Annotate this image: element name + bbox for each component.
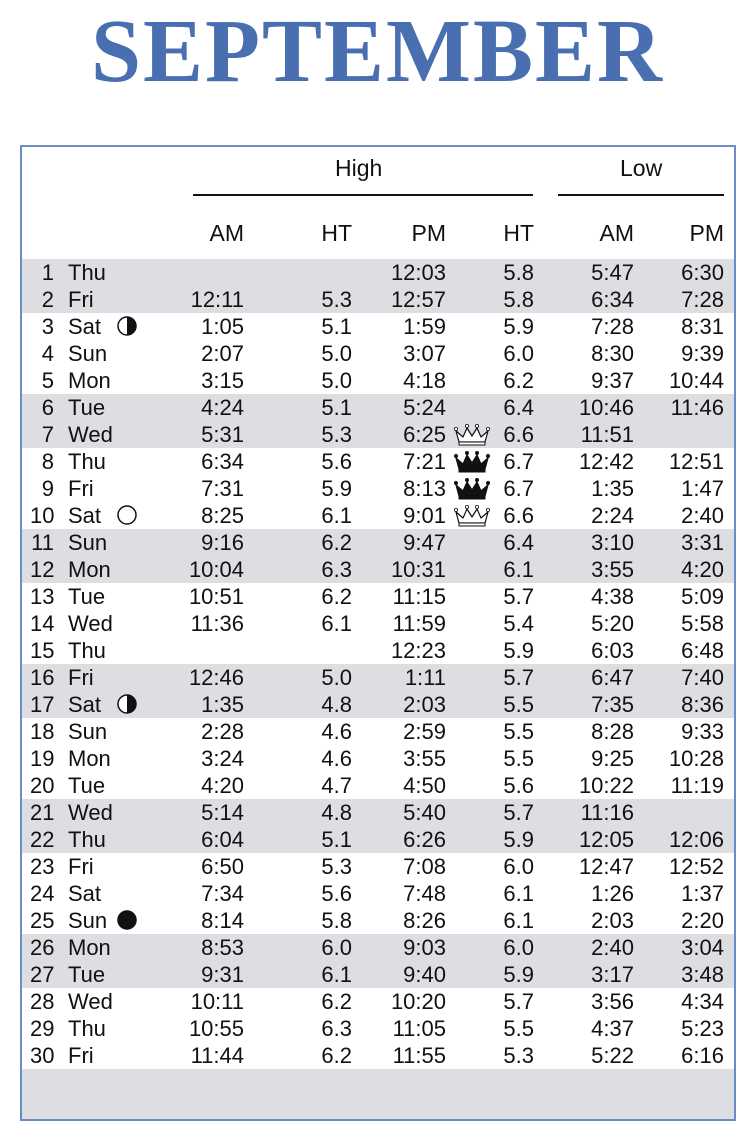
high-am-height: 4.7	[321, 773, 352, 798]
high-pm-column-header: PM	[411, 220, 446, 246]
new-moon-icon	[117, 910, 137, 930]
high-am-time: 10:04	[188, 557, 244, 582]
low-pm-time: 8:31	[681, 314, 724, 339]
table-row	[22, 637, 734, 664]
high-am-time: 7:31	[201, 476, 244, 501]
low-am-time: 3:56	[591, 989, 634, 1014]
low-group-header: Low	[620, 155, 663, 181]
high-pm-time: 10:31	[390, 557, 446, 582]
table-row	[22, 529, 734, 556]
high-am-height: 5.9	[321, 476, 352, 501]
low-pm-time	[652, 799, 724, 826]
day-number: 26	[30, 935, 55, 960]
filled-crown-icon	[452, 450, 492, 474]
table-row	[22, 907, 734, 934]
high-pm-time: 2:03	[403, 692, 446, 717]
table-row	[22, 313, 734, 340]
day-number: 24	[30, 881, 55, 906]
high-pm-time: 9:47	[403, 530, 446, 555]
high-pm-height: 5.5	[503, 719, 534, 744]
high-pm-height: 5.6	[503, 773, 534, 798]
low-am-time: 3:55	[591, 557, 634, 582]
low-am-time: 11:16	[580, 800, 634, 825]
day-of-week: Tue	[68, 395, 106, 420]
high-am-time: 4:24	[201, 395, 244, 420]
low-pm-time: 6:30	[681, 260, 724, 285]
high-pm-ht-column-header: HT	[503, 220, 534, 246]
page-title: SEPTEMBER	[90, 2, 665, 101]
high-pm-height: 5.7	[503, 800, 534, 825]
table-row	[22, 961, 734, 988]
high-am-height: 5.0	[321, 341, 352, 366]
table-row	[22, 259, 734, 286]
high-pm-height: 5.7	[503, 989, 534, 1014]
low-pm-time: 11:46	[670, 395, 724, 420]
high-pm-height: 5.9	[503, 827, 534, 852]
high-pm-time: 12:23	[390, 638, 446, 663]
high-pm-height: 5.5	[503, 692, 534, 717]
low-pm-time: 6:16	[681, 1043, 724, 1068]
full-moon-icon	[117, 505, 137, 525]
day-of-week: Sat	[68, 503, 102, 528]
high-am-height: 5.0	[321, 665, 352, 690]
day-of-week: Fri	[68, 1043, 94, 1068]
high-pm-time: 12:57	[390, 287, 446, 312]
day-of-week: Sun	[68, 341, 108, 366]
high-pm-height: 5.5	[503, 1016, 534, 1041]
low-pm-time: 12:06	[668, 827, 724, 852]
high-am-height	[292, 259, 352, 286]
high-am-time: 3:15	[201, 368, 244, 393]
day-of-week: Tue	[68, 962, 106, 987]
low-am-time: 8:28	[591, 719, 634, 744]
day-of-week: Sat	[68, 692, 102, 717]
high-pm-time: 4:18	[403, 368, 446, 393]
low-am-time: 11:51	[580, 422, 634, 447]
high-am-ht-column-header: HT	[321, 220, 352, 246]
day-of-week: Sat	[68, 314, 102, 339]
high-pm-height: 5.9	[503, 638, 534, 663]
high-pm-height: 6.4	[503, 530, 534, 555]
high-am-time: 9:31	[201, 962, 244, 987]
day-number: 12	[30, 557, 55, 582]
high-pm-time: 1:59	[403, 314, 446, 339]
low-am-time: 5:47	[591, 260, 634, 285]
table-row	[22, 718, 734, 745]
table-row	[22, 772, 734, 799]
high-am-height: 5.0	[321, 368, 352, 393]
day-of-week: Mon	[68, 368, 111, 393]
low-group-rule	[558, 194, 724, 196]
low-am-time: 1:35	[591, 476, 634, 501]
high-am-time: 5:14	[201, 800, 244, 825]
high-am-time: 10:51	[188, 584, 244, 609]
day-of-week: Tue	[68, 584, 106, 609]
table-row	[22, 826, 734, 853]
low-pm-time: 4:34	[681, 989, 724, 1014]
high-am-height: 6.2	[321, 1043, 352, 1068]
low-am-time: 8:30	[591, 341, 634, 366]
table-row	[22, 1042, 734, 1069]
day-number: 21	[30, 800, 55, 825]
high-am-time: 4:20	[201, 773, 244, 798]
high-pm-time: 7:48	[403, 881, 446, 906]
high-pm-height: 6.1	[503, 557, 534, 582]
day-of-week: Thu	[68, 638, 106, 663]
day-number: 27	[30, 962, 55, 987]
low-am-time: 5:22	[591, 1043, 634, 1068]
day-number: 18	[30, 719, 55, 744]
low-pm-time: 3:31	[681, 530, 724, 555]
low-am-time: 4:38	[591, 584, 634, 609]
low-pm-time	[652, 421, 724, 448]
low-am-time: 3:10	[591, 530, 634, 555]
high-pm-height: 5.9	[503, 314, 534, 339]
day-of-week: Fri	[68, 665, 94, 690]
high-am-time: 7:34	[201, 881, 244, 906]
high-pm-time: 9:40	[403, 962, 446, 987]
high-am-time: 8:25	[201, 503, 244, 528]
low-am-time: 6:47	[591, 665, 634, 690]
day-number: 25	[30, 908, 55, 933]
high-pm-time: 2:59	[403, 719, 446, 744]
low-am-time: 4:37	[591, 1016, 634, 1041]
tide-table	[20, 145, 736, 1121]
high-pm-height: 6.1	[503, 881, 534, 906]
high-am-height: 5.3	[321, 287, 352, 312]
table-row	[22, 448, 734, 475]
table-row	[22, 988, 734, 1015]
day-of-week: Wed	[68, 611, 113, 636]
low-pm-time: 10:44	[668, 368, 724, 393]
day-number: 29	[30, 1016, 55, 1041]
day-of-week: Tue	[68, 773, 106, 798]
table-row	[22, 691, 734, 718]
high-pm-height: 5.9	[503, 962, 534, 987]
high-pm-time: 4:50	[403, 773, 446, 798]
high-pm-height: 6.0	[503, 341, 534, 366]
high-pm-time: 5:24	[403, 395, 446, 420]
high-pm-height: 5.8	[503, 260, 534, 285]
high-pm-height: 5.7	[503, 665, 534, 690]
low-am-time: 6:03	[591, 638, 634, 663]
table-row	[22, 556, 734, 583]
low-am-time: 2:24	[591, 503, 634, 528]
table-row	[22, 853, 734, 880]
day-number: 30	[30, 1043, 55, 1068]
outline-crown-icon	[452, 504, 492, 528]
high-am-time	[172, 259, 244, 286]
day-number: 23	[30, 854, 55, 879]
day-number: 13	[30, 584, 55, 609]
day-of-week: Thu	[68, 260, 106, 285]
low-am-time: 6:34	[591, 287, 634, 312]
high-am-height: 6.2	[321, 530, 352, 555]
high-am-height: 5.1	[321, 827, 352, 852]
low-am-time: 7:35	[591, 692, 634, 717]
day-of-week: Wed	[68, 989, 113, 1014]
low-am-time: 7:28	[591, 314, 634, 339]
high-pm-time: 5:40	[403, 800, 446, 825]
day-of-week: Mon	[68, 746, 111, 771]
low-pm-time: 2:40	[681, 503, 724, 528]
day-number: 20	[30, 773, 55, 798]
low-pm-time: 12:52	[668, 854, 724, 879]
table-row	[22, 799, 734, 826]
high-pm-height: 6.4	[503, 395, 534, 420]
day-of-week: Mon	[68, 557, 111, 582]
day-number: 15	[30, 638, 55, 663]
high-am-height: 5.3	[321, 854, 352, 879]
high-pm-time: 6:26	[403, 827, 446, 852]
high-am-time: 9:16	[201, 530, 244, 555]
high-pm-height: 6.0	[503, 854, 534, 879]
table-row	[22, 664, 734, 691]
high-pm-height: 6.7	[503, 476, 534, 501]
high-group-rule	[193, 194, 533, 196]
high-pm-time: 10:20	[390, 989, 446, 1014]
high-am-height: 5.3	[321, 422, 352, 447]
high-group-header: High	[335, 155, 383, 181]
filled-crown-icon	[452, 477, 492, 501]
high-am-height: 4.6	[321, 746, 352, 771]
day-number: 22	[30, 827, 55, 852]
table-row	[22, 286, 734, 313]
high-pm-time: 3:55	[403, 746, 446, 771]
high-am-time: 2:07	[201, 341, 244, 366]
day-number: 2	[41, 287, 54, 312]
low-am-time: 1:26	[591, 881, 634, 906]
high-pm-time: 8:26	[403, 908, 446, 933]
day-of-week: Sun	[68, 530, 108, 555]
low-pm-time: 7:40	[681, 665, 724, 690]
high-am-height: 5.6	[321, 881, 352, 906]
high-pm-time: 9:01	[403, 503, 446, 528]
high-pm-height: 6.6	[503, 422, 534, 447]
high-pm-time: 11:55	[392, 1043, 446, 1068]
high-pm-time: 1:11	[404, 665, 446, 690]
high-pm-height: 5.3	[503, 1043, 534, 1068]
high-am-time: 5:31	[201, 422, 244, 447]
low-pm-time: 9:33	[681, 719, 724, 744]
outline-crown-icon	[452, 423, 492, 447]
low-pm-time: 1:37	[681, 881, 724, 906]
table-row	[22, 1015, 734, 1042]
high-pm-height: 6.6	[503, 503, 534, 528]
high-am-time: 6:34	[201, 449, 244, 474]
low-pm-time: 5:23	[681, 1016, 724, 1041]
high-am-time: 12:46	[188, 665, 244, 690]
high-pm-time: 7:08	[403, 854, 446, 879]
low-am-time: 9:37	[591, 368, 634, 393]
low-pm-time: 1:47	[681, 476, 724, 501]
high-am-time: 2:28	[201, 719, 244, 744]
low-am-time: 2:40	[591, 935, 634, 960]
high-am-time: 10:55	[188, 1016, 244, 1041]
low-pm-time: 3:48	[681, 962, 724, 987]
day-number: 4	[41, 341, 54, 366]
day-number: 10	[30, 503, 55, 528]
low-am-time: 10:46	[578, 395, 634, 420]
low-pm-time: 2:20	[681, 908, 724, 933]
low-am-time: 9:25	[591, 746, 634, 771]
high-am-time: 11:44	[190, 1043, 244, 1068]
day-of-week: Thu	[68, 1016, 106, 1041]
day-number: 8	[41, 449, 54, 474]
high-pm-time: 9:03	[403, 935, 446, 960]
high-pm-height: 5.4	[503, 611, 534, 636]
day-of-week: Mon	[68, 935, 111, 960]
day-number: 19	[30, 746, 55, 771]
day-number: 1	[41, 260, 54, 285]
low-am-time: 3:17	[591, 962, 634, 987]
table-row	[22, 745, 734, 772]
low-am-time: 2:03	[591, 908, 634, 933]
low-pm-time: 6:48	[681, 638, 724, 663]
high-am-time: 11:36	[190, 611, 244, 636]
high-pm-height: 6.7	[503, 449, 534, 474]
low-pm-time: 4:20	[681, 557, 724, 582]
high-am-height: 6.3	[321, 557, 352, 582]
day-of-week: Sun	[68, 719, 108, 744]
high-am-time: 6:50	[201, 854, 244, 879]
table-row	[22, 934, 734, 961]
last-quarter-moon-icon	[117, 316, 137, 336]
day-of-week: Sun	[68, 908, 108, 933]
high-am-height: 5.1	[321, 314, 352, 339]
high-am-height: 6.2	[321, 989, 352, 1014]
day-number: 5	[41, 368, 54, 393]
high-am-height: 6.1	[321, 611, 352, 636]
high-am-height: 6.3	[321, 1016, 352, 1041]
high-am-time: 10:11	[190, 989, 244, 1014]
high-am-time: 8:14	[201, 908, 244, 933]
high-pm-time: 8:13	[403, 476, 446, 501]
low-am-time: 12:05	[578, 827, 634, 852]
high-pm-time: 12:03	[390, 260, 446, 285]
high-am-height: 5.6	[321, 449, 352, 474]
low-am-column-header: AM	[599, 220, 634, 246]
table-row	[22, 340, 734, 367]
low-am-time: 10:22	[578, 773, 634, 798]
table-row	[22, 367, 734, 394]
high-pm-height: 6.0	[503, 935, 534, 960]
high-am-height: 6.2	[321, 584, 352, 609]
day-number: 28	[30, 989, 55, 1014]
high-am-height	[292, 637, 352, 664]
low-pm-time: 3:04	[681, 935, 724, 960]
high-am-time: 12:11	[190, 287, 244, 312]
day-of-week: Wed	[68, 800, 113, 825]
table-row	[22, 880, 734, 907]
low-pm-time: 11:19	[670, 773, 724, 798]
low-am-time: 12:42	[578, 449, 634, 474]
high-pm-height: 5.8	[503, 287, 534, 312]
day-number: 3	[41, 314, 54, 339]
low-pm-time: 8:36	[681, 692, 724, 717]
day-number: 6	[41, 395, 54, 420]
low-am-time: 12:47	[578, 854, 634, 879]
high-pm-time: 3:07	[403, 341, 446, 366]
high-pm-time: 11:59	[392, 611, 446, 636]
day-of-week: Sat	[68, 881, 102, 906]
high-am-time: 8:53	[201, 935, 244, 960]
high-am-height: 4.8	[321, 800, 352, 825]
low-pm-column-header: PM	[689, 220, 724, 246]
low-pm-time: 5:58	[681, 611, 724, 636]
high-pm-height: 5.5	[503, 746, 534, 771]
high-am-time: 6:04	[201, 827, 244, 852]
high-am-height: 5.1	[321, 395, 352, 420]
high-am-column-header: AM	[209, 220, 244, 246]
high-am-height: 5.8	[321, 908, 352, 933]
first-quarter-moon-icon	[117, 694, 137, 714]
day-of-week: Fri	[68, 287, 94, 312]
high-pm-time: 11:15	[392, 584, 446, 609]
high-am-time: 1:05	[201, 314, 244, 339]
low-pm-time: 5:09	[681, 584, 724, 609]
low-pm-time: 10:28	[668, 746, 724, 771]
day-of-week: Fri	[68, 854, 94, 879]
low-am-time: 5:20	[591, 611, 634, 636]
table-row	[22, 610, 734, 637]
high-pm-height: 5.7	[503, 584, 534, 609]
table-footer-band	[22, 1069, 734, 1119]
day-of-week: Thu	[68, 449, 106, 474]
high-pm-time: 11:05	[392, 1016, 446, 1041]
day-number: 16	[30, 665, 55, 690]
day-number: 14	[30, 611, 55, 636]
high-am-time	[172, 637, 244, 664]
day-number: 11	[31, 530, 54, 555]
high-pm-time: 7:21	[403, 449, 446, 474]
day-of-week: Thu	[68, 827, 106, 852]
high-am-height: 6.1	[321, 962, 352, 987]
high-am-height: 4.6	[321, 719, 352, 744]
day-of-week: Fri	[68, 476, 94, 501]
high-am-height: 4.8	[321, 692, 352, 717]
low-pm-time: 7:28	[681, 287, 724, 312]
table-row	[22, 394, 734, 421]
table-row	[22, 421, 734, 448]
day-number: 7	[41, 422, 54, 447]
high-am-time: 3:24	[201, 746, 244, 771]
high-pm-height: 6.1	[503, 908, 534, 933]
table-row	[22, 502, 734, 529]
high-am-time: 1:35	[201, 692, 244, 717]
low-pm-time: 9:39	[681, 341, 724, 366]
high-pm-height: 6.2	[503, 368, 534, 393]
day-number: 17	[30, 692, 55, 717]
day-of-week: Wed	[68, 422, 113, 447]
table-row	[22, 583, 734, 610]
high-am-height: 6.1	[321, 503, 352, 528]
high-pm-time: 6:25	[403, 422, 446, 447]
low-pm-time: 12:51	[668, 449, 724, 474]
day-number: 9	[41, 476, 54, 501]
table-row	[22, 475, 734, 502]
high-am-height: 6.0	[321, 935, 352, 960]
